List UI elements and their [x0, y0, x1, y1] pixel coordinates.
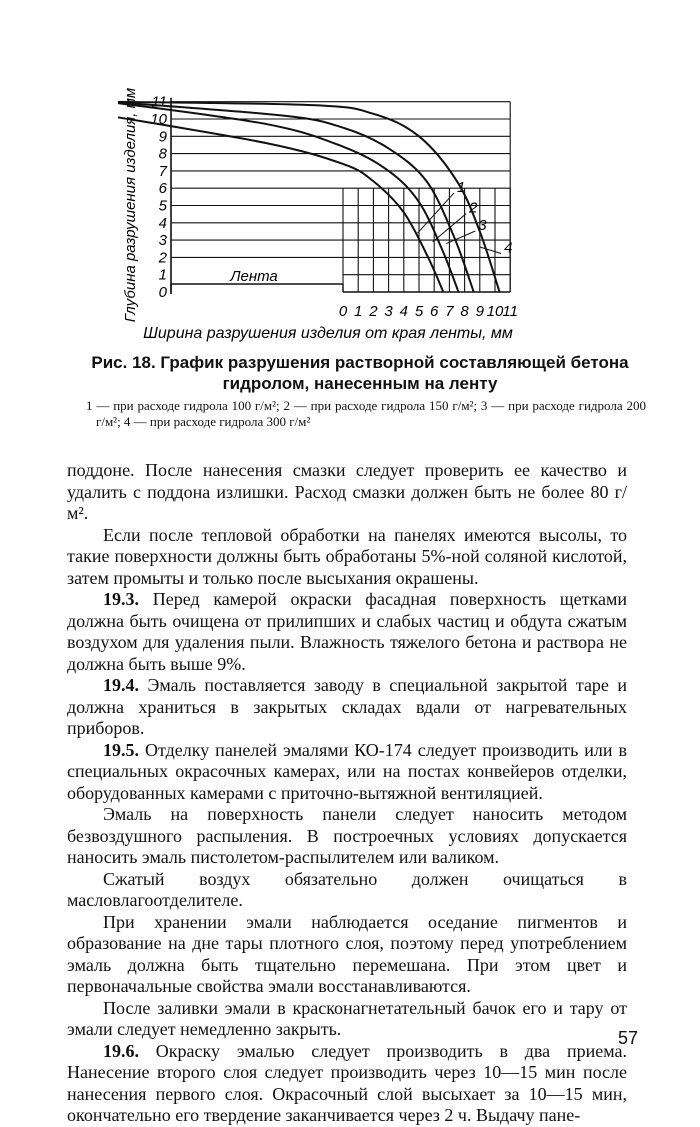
y-tick-label: 0	[158, 284, 167, 301]
x-tick-label: 7	[445, 303, 454, 320]
chart-figure	[118, 55, 558, 345]
paragraph	[67, 589, 627, 675]
paragraph	[67, 675, 627, 740]
x-tick-label: 11	[502, 303, 518, 320]
paragraph	[67, 740, 627, 805]
x-ticks	[339, 303, 518, 320]
y-tick-label: 1	[158, 266, 167, 284]
x-tick-label: 0	[338, 303, 348, 320]
paragraph-text: Сжатый воздух обязательно должен очищаться в масловлагоотделителе.	[67, 868, 627, 910]
y-tick-label: 5	[158, 197, 167, 215]
x-tick-label: 8	[460, 303, 469, 320]
paragraph-text: Окраску эмалью следует производить в два приема. Нанесение второго слоя следует производить через 10—15 мин после нанесения первого слоя. Окрасочный слой высыхает за 10—15 мин, окончательно его твердение заканчивается через 2 ч. Выдачу пане-	[67, 1040, 627, 1125]
x-tick-label: 10	[486, 303, 504, 320]
band	[171, 268, 343, 292]
curve-leader	[417, 193, 454, 233]
paragraph-text: поддоне. После нанесения смазки следует проверить ее качество и удалить с поддона излишки. Расход смазки должен быть не более 80 г/м².	[67, 460, 627, 523]
paragraph-text: При хранении эмали наблюдается оседание пигментов и образование на дне тары плотного слоя, поэтому перед употреблением эмаль должна быть тщательно перемешана. При этом цвет и первоначальные свойства эмали восстанавливаются.	[67, 911, 627, 996]
x-tick-label: 2	[369, 303, 378, 320]
figure-legend: 1 — при расходе гидрола 100 г/м²; 2 — при расходе гидрола 150 г/м²; 3 — при расходе гидрола 200 г/м²; 4 — при расходе гидрола 300 г/м²	[86, 398, 646, 429]
section-number: 19.3.	[103, 589, 139, 609]
y-tick-label: 8	[158, 145, 167, 163]
paragraph	[67, 912, 627, 998]
curve-leader	[446, 231, 475, 244]
curve-4	[118, 102, 500, 292]
paragraph	[67, 804, 627, 869]
x-tick-label: 9	[475, 303, 484, 320]
paragraph	[67, 998, 627, 1041]
curve-label: 3	[478, 216, 487, 234]
paragraph	[67, 869, 627, 912]
curve-label: 4	[504, 239, 513, 257]
y-tick-label: 11	[151, 93, 167, 111]
paragraph	[67, 525, 627, 590]
paragraph-text: Эмаль поставляется заводу в специальной закрытой таре и должна храниться в закрытых складах вдали от нагревательных приборов.	[67, 675, 627, 738]
figure-caption: Рис. 18. График разрушения растворной составляющей бетона гидролом, нанесенным на ленту	[91, 353, 629, 393]
paragraph-text: Отделку панелей эмалями КО-174 следует производить или в специальных окрасочных камерах, или на постах конвейеров отделки, оборудованных камерами с приточно-вытяжной вентиляцией.	[67, 739, 627, 803]
y-tick-label: 4	[158, 214, 167, 232]
x-axis-label: Ширина разрушения изделия от края ленты, мм	[143, 325, 513, 342]
x-tick-label: 6	[430, 303, 439, 320]
x-tick-label: 5	[414, 303, 424, 320]
curve-leader	[480, 247, 501, 253]
section-number: 19.4.	[103, 675, 139, 695]
x-tick-label: 3	[384, 303, 393, 320]
x-tick-label: 1	[354, 303, 363, 320]
y-tick-label: 6	[158, 180, 167, 198]
y-tick-label: 2	[158, 249, 167, 267]
y-tick-label: 9	[158, 128, 167, 146]
section-number: 19.5.	[103, 739, 139, 760]
curves	[118, 102, 512, 292]
paragraph-text: Эмаль на поверхность панели следует наносить методом безвоздушного распыления. В построечных условиях допускается наносить эмаль пистолетом-распылителем или валиком.	[67, 804, 627, 867]
paragraph-text: Перед камерой окраски фасадная поверхность щетками должна быть очищена от прилипших и слабых частиц и обдута сжатым воздухом для удаления пыли. Влажность тяжелого бетона и раствора не должна быть выше 9%.	[67, 589, 627, 674]
curve-label: 1	[457, 178, 466, 196]
curve-label: 2	[469, 199, 478, 217]
y-tick-label: 3	[158, 232, 167, 250]
section-number: 19.6.	[103, 1040, 139, 1061]
y-axis-label: Глубина разрушения изделия, мм	[122, 87, 139, 323]
curve-2	[118, 102, 459, 292]
band-label: Лента	[230, 268, 278, 285]
body-text	[67, 460, 627, 1127]
x-tick-label: 4	[399, 303, 408, 320]
page-number: 57	[617, 1028, 638, 1048]
paragraph	[67, 1041, 627, 1127]
paragraph-text: После заливки эмали в красконагнетательный бачок его и тару от эмали следует немедленно закрыть.	[67, 997, 627, 1039]
paragraph-text: Если после тепловой обработки на панелях имеются высолы, то такие поверхности должны быть обработаны 5%-ной соляной кислотой, затем промыты и только после высыхания окрашены.	[67, 524, 627, 588]
paragraph	[67, 460, 627, 525]
y-tick-label: 7	[158, 162, 167, 180]
y-tick-label: 10	[150, 111, 167, 128]
